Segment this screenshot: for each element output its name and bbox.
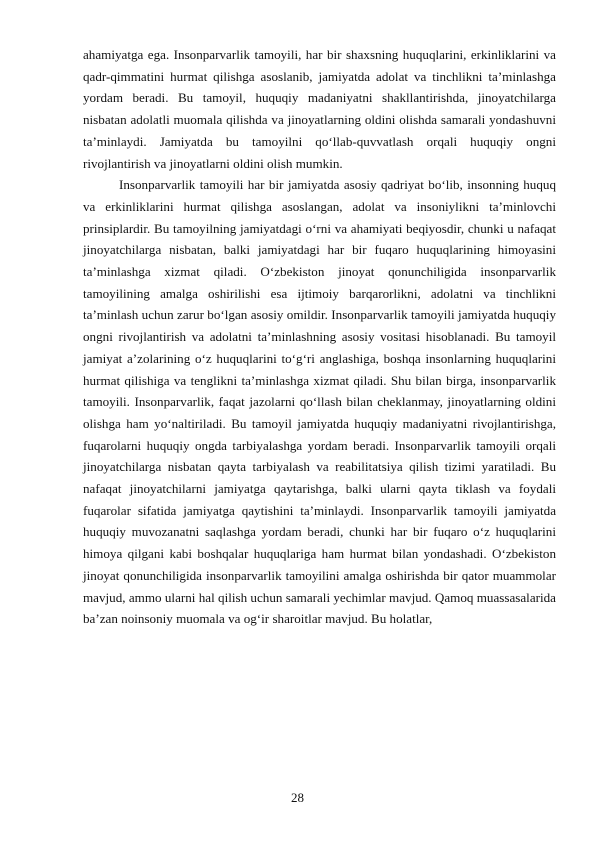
paragraph-1: ahamiyatga ega. Insonparvarlik tamoyili, har bir shaxsning huquqlarini, erkinliklarini va qadr-qimmatini hurmat qilishga asoslanib, jamiyatda adolat va tinchlikni taʼminlashga yordam beradi. Bu tamoyil, huquqiy madaniyatni shakllantirishda, jinoyatchilarga nisbatan adolatli muomala qilishda va jinoyatlarning oldini olishda samarali yondashuvni taʼminlaydi. Jamiyatda bu tamoyilni qoʻllab-quvvatlash orqali huquqiy ongni rivojlantirish va jinoyatlarni oldini olish mumkin. — [83, 47, 556, 171]
document-body — [83, 44, 556, 630]
page-number: 28 — [291, 790, 304, 805]
paragraph-2: Insonparvarlik tamoyili har bir jamiyatda asosiy qadriyat boʻlib, insonning huquq va erkinliklarini hurmat qilishga asoslangan, adolat va insoniylikni taʼminlovchi prinsiplardir. Bu tamoyilning jamiyatdagi oʻrni va ahamiyati beqiyosdir, chunki u nafaqat jinoyatchilarga nisbatan, balki jamiyatdagi har bir fuqaro huquqlarining himoyasini taʼminlashga xizmat qiladi. Oʻzbekiston jinoyat qonunchiligida insonparvarlik tamoyilining amalga oshirilishi esa ijtimoiy barqarorlikni, adolatni va tinchlikni taʼminlash uchun zarur boʻlgan asosiy omildir. Insonparvarlik tamoyili jamiyatda huquqiy ongni rivojlantirish va adolatni taʼminlashning asosiy vositasi hisoblanadi. Bu tamoyil jamiyat aʼzolarining oʻz huquqlarini toʻgʻri anglashiga, boshqa insonlarning huquqlarini hurmat qilishiga va tenglikni taʼminlashga xizmat qiladi. Shu bilan birga, insonparvarlik tamoyili. Insonparvarlik, faqat jazolarni qoʻllash bilan cheklanmay, jinoyatlarning oldini olishga ham yoʻnaltiriladi. Bu tamoyil jamiyatda huquqiy madaniyatni rivojlantirishga, fuqarolarni huquqiy ongda tarbiyalashga yordam beradi. Insonparvarlik tamoyili orqali jinoyatchilarga nisbatan qayta tarbiyalash va reabilitatsiya qilish tizimi yaratiladi. Bu nafaqat jinoyatchilarni jamiyatga qaytarishga, balki ularni qayta tiklash va foydali fuqarolar sifatida jamiyatga qaytishini taʼminlaydi. Insonparvarlik tamoyili jamiyatda huquqiy muvozanatni saqlashga yordam beradi, chunki har bir fuqaro oʻz huquqlarini himoya qilgani kabi boshqalar huquqlariga ham hurmat bilan yondashadi. Oʻzbekiston jinoyat qonunchiligida insonparvarlik tamoyilini amalga oshirishda bir qator muammolar mavjud, ammo ularni hal qilish uchun samarali yechimlar mavjud. Qamoq muassasalarida baʼzan noinsoniy muomala va ogʻir sharoitlar mavjud. Bu holatlar, — [83, 177, 556, 627]
